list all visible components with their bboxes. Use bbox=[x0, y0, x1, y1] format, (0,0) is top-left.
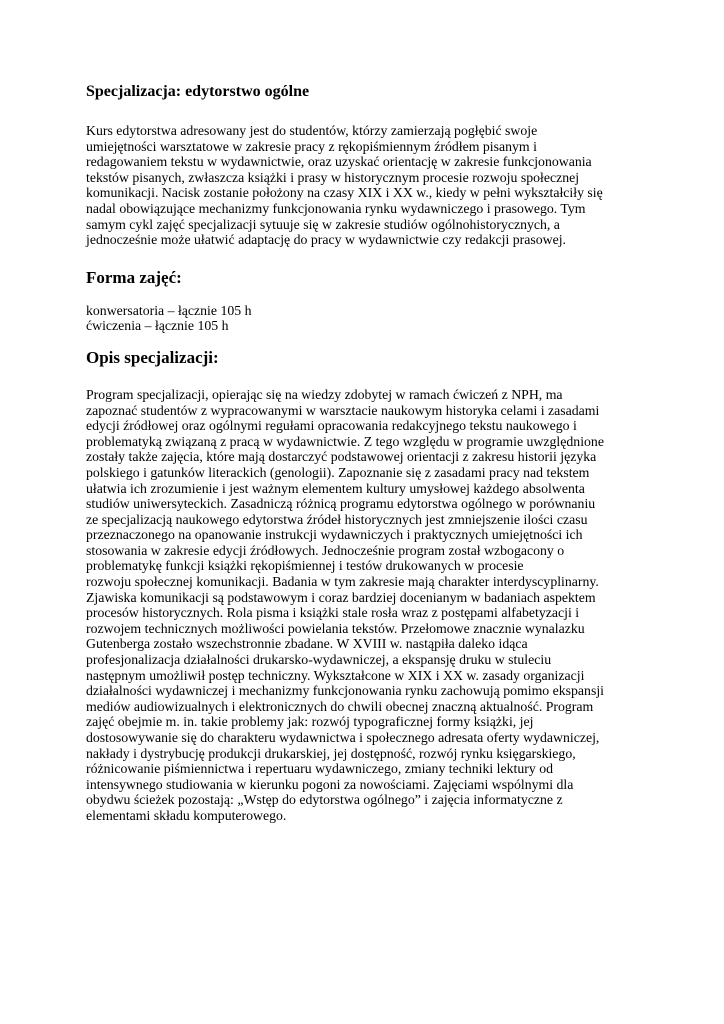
text-line: polskiego i gatunków literackich (genologii). Zapoznanie się z zasadami pracy nad tekstem bbox=[86, 464, 590, 480]
text-line: dostosowywanie się do charakteru wydawnictwa i społecznego adresata oferty wydawniczej, bbox=[86, 730, 600, 745]
forma-zajec-heading: Forma zajęć: bbox=[86, 267, 182, 287]
text-line: komunikacji. Nacisk zostanie położony na czasy XIX i XX w., kiedy w pełni wykształciły się bbox=[86, 185, 603, 201]
text-line: studiów uniwersyteckich. Zasadniczą różnicą programu edytorstwa ogólnego w porównaniu bbox=[86, 496, 596, 512]
text-line: zajęć obejmie m. in. takie problemy jak: rozwój typograficznej formy książki, jej bbox=[86, 714, 534, 730]
text-line: ćwiczenia – łącznie 105 h bbox=[86, 318, 229, 334]
text-line: jednocześnie może ułatwić adaptację do pracy w wydawnictwie czy redakcji prasowej. bbox=[86, 232, 566, 248]
text-line: problematykę funkcji książki rękopiśmiennej i testów drukowanych w procesie bbox=[86, 558, 524, 574]
text-line: obydwu ścieżek pozostają: „Wstęp do edytorstwa ogólnego” i zajęcia informatyczne z bbox=[86, 792, 563, 808]
text-line: elementami składu komputerowego. bbox=[86, 807, 287, 823]
text-line: mediów audiowizualnych i elektronicznych do chwili obecnej znaczną aktualność. Program bbox=[86, 698, 594, 714]
text-line: Program specjalizacji, opierając się na wiedzy zdobytej w ramach ćwiczeń z NPH, ma bbox=[86, 386, 563, 402]
text-line: samym cykl zajęć specjalizacji sytuuje się w zakresie studiów ogólnohistorycznych, a bbox=[86, 216, 560, 232]
document-title: Specjalizacja: edytorstwo ogólne bbox=[86, 83, 310, 100]
text-line: nadal obowiązujące mechanizmy funkcjonowania rynku wydawniczego i prasowego. Tym bbox=[86, 200, 586, 216]
text-line: działalności wydawniczej i mechanizmy funkcjonowania rynku zachowują pomimo ekspansji bbox=[86, 683, 604, 699]
text-line: zostały także zajęcia, które mają dostarczyć podstawowej orientacji z zakresu historii języka bbox=[86, 449, 597, 465]
text-line: następnym umożliwił postęp techniczny. Wykształcone w XIX i XX w. zasady organizacji bbox=[86, 667, 585, 683]
text-line: umiejętności warsztatowe w zakresie pracy z rękopiśmiennym źródłem pisanym i bbox=[86, 138, 537, 154]
text-line: różnicowanie piśmiennictwa i repertuaru wydawniczego, zmiany techniki lektury od bbox=[86, 761, 554, 777]
opis-specjalizacji-heading: Opis specjalizacji: bbox=[86, 347, 219, 367]
text-line: edycji źródłowej oraz ogólnymi regułami opracowania redakcyjnego tekstu naukowego i bbox=[86, 418, 577, 434]
forma-zajec-list bbox=[86, 303, 646, 334]
text-line: przeznaczonego na opanowanie instrukcji wydawniczych i praktycznych umiejętności ich bbox=[86, 527, 583, 543]
text-line: Kurs edytorstwa adresowany jest do studentów, którzy zamierzają pogłębić swoje bbox=[86, 123, 538, 138]
text-line: procesów historycznych. Rola pisma i książki stale rosła wraz z postępami alfabetyzacji i bbox=[86, 605, 580, 621]
text-line: zapoznać studentów z wypracowanymi w warsztacie naukowym historyka celami i zasadami bbox=[86, 402, 600, 418]
text-line: nakłady i dystrybucję produkcji drukarskiej, jej dostępność, rozwój rynku księgarskiego, bbox=[86, 745, 576, 761]
text-line: ułatwia ich zrozumienie i jest ważnym elementem kultury umysłowej każdego absolwenta bbox=[86, 480, 585, 496]
text-line: redagowaniem tekstu w wydawnictwie, oraz uzyskać orientację w zakresie funkcjonowania bbox=[86, 154, 592, 170]
text-line: Gutenberga zostało wszechstronnie zbadane. W XVIII w. nastąpiła daleko idąca bbox=[86, 636, 528, 652]
text-line: profesjonalizacja działalności drukarsko-wydawniczej, a ekspansję druku w stuleciu bbox=[86, 652, 552, 668]
text-line: Zjawiska komunikacji są podstawowym i coraz bardziej docenianym w badaniach aspektem bbox=[86, 589, 596, 605]
text-line: tekstów pisanych, zwłaszcza książki i prasy w historycznym procesie rozwoju społecznej bbox=[86, 169, 580, 185]
text-line: ze specjalizacją naukowego edytorstwa źródeł historycznych jest zmniejszenie ilości czasu bbox=[86, 511, 588, 527]
text-line: intensywnego studiowania w kierunku pogoni za nowościami. Zajęciami wspólnymi dla bbox=[86, 776, 574, 792]
text-line: problematyką związaną z pracą w wydawnictwie. Z tego względu w programie uwzględnione bbox=[86, 433, 604, 449]
opis-specjalizacji-paragraph bbox=[86, 387, 646, 824]
text-line: stosowania w zakresie edycji źródłowych. Jednocześnie program został wzbogacony o bbox=[86, 542, 565, 558]
text-line: rozwojem technicznych możliwości powielania tekstów. Przełomowe znacznie wynalazku bbox=[86, 620, 585, 636]
text-line: konwersatoria – łącznie 105 h bbox=[86, 302, 252, 318]
document-page bbox=[86, 82, 646, 824]
text-line: rozwoju społecznej komunikacji. Badania w tym zakresie mają charakter interdyscyplinarny. bbox=[86, 574, 599, 590]
intro-paragraph bbox=[86, 123, 646, 248]
